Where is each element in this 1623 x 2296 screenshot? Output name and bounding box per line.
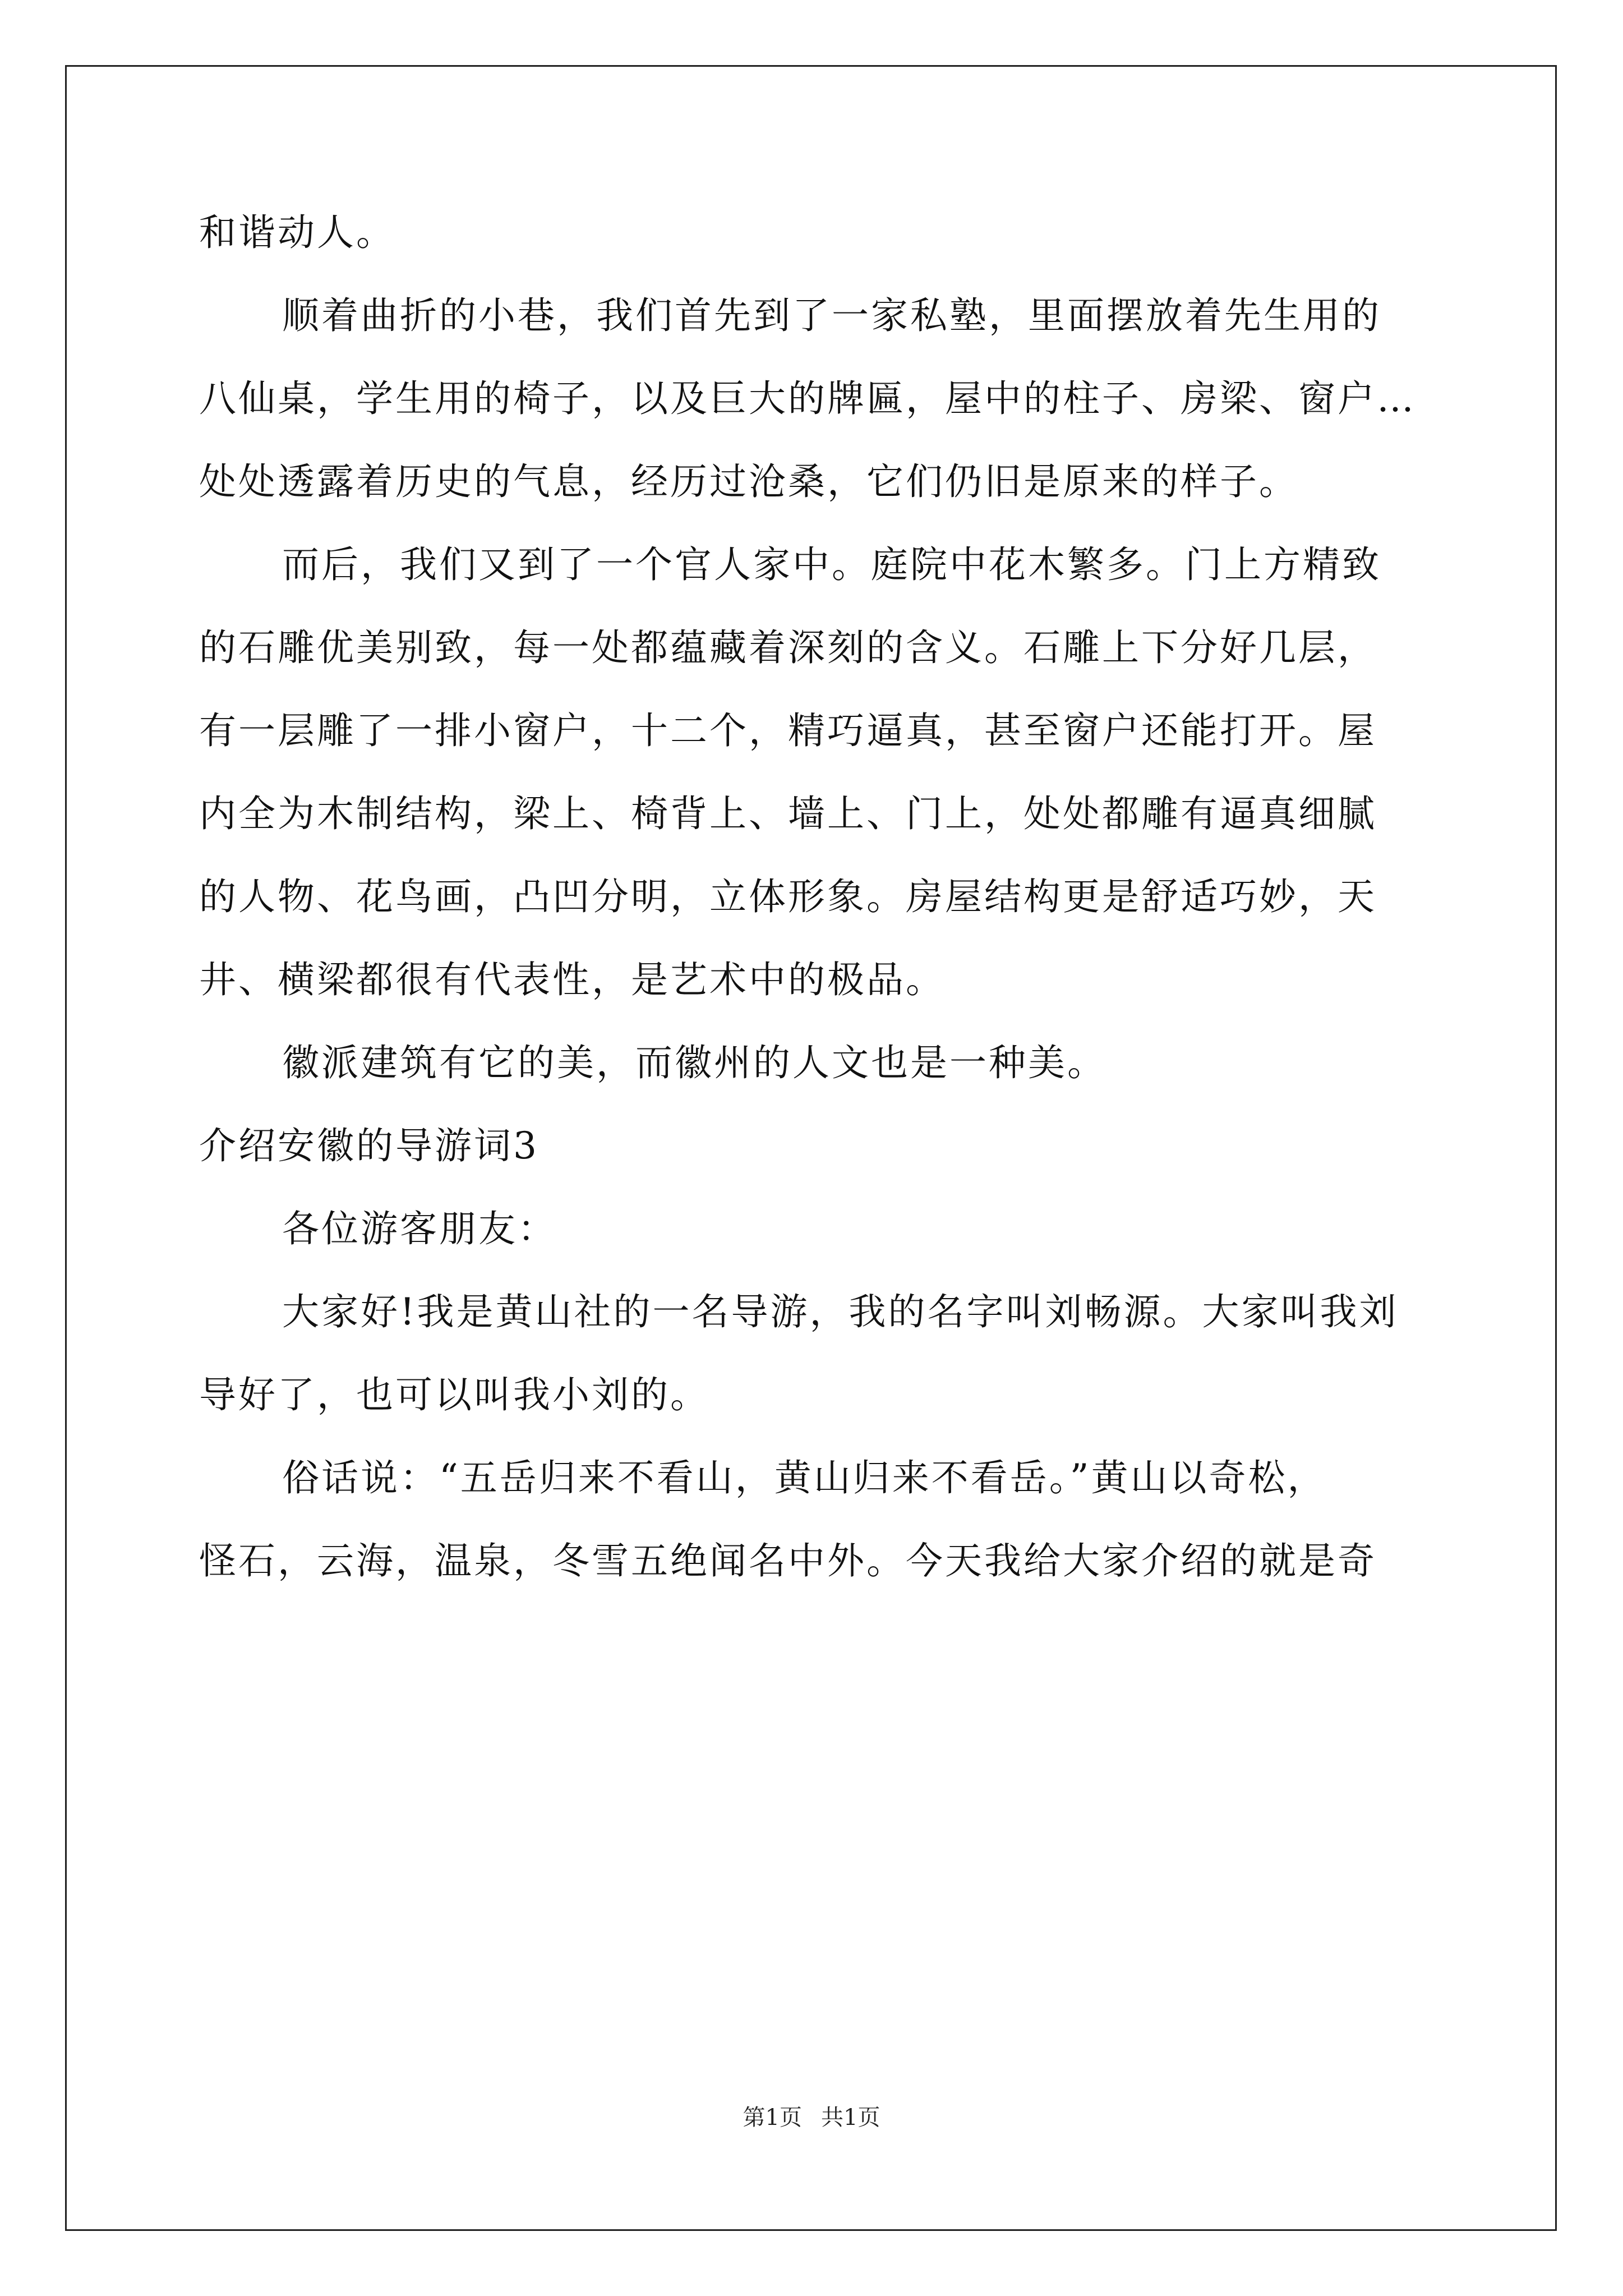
paragraph-line: 八仙桌，学生用的椅子，以及巨大的牌匾，屋中的柱子、房梁、窗户… bbox=[199, 377, 1416, 420]
paragraph-line: 怪石，云海，温泉，冬雪五绝闻名中外。今天我给大家介绍的就是奇 bbox=[199, 1539, 1377, 1582]
section-heading: 介绍安徽的导游词3 bbox=[199, 1124, 539, 1167]
page-number-total: 共1页 bbox=[821, 2105, 880, 2131]
paragraph-line: 的石雕优美别致，每一处都蕴藏着深刻的含义。石雕上下分好几层， bbox=[199, 626, 1377, 669]
paragraph-line: 大家好!我是黄山社的一名导游，我的名字叫刘畅源。大家叫我刘 bbox=[282, 1290, 1399, 1333]
paragraph-line: 处处透露着历史的气息，经历过沧桑，它们仍旧是原来的样子。 bbox=[199, 460, 1298, 503]
paragraph-line: 顺着曲折的小巷，我们首先到了一家私塾，里面摆放着先生用的 bbox=[282, 294, 1381, 337]
paragraph-line: 导好了，也可以叫我小刘的。 bbox=[199, 1373, 709, 1416]
paragraph-line: 俗话说：“五岳归来不看山，黄山归来不看岳。”黄山以奇松， bbox=[282, 1456, 1327, 1499]
paragraph-line: 井、横梁都很有代表性，是艺术中的极品。 bbox=[199, 958, 945, 1001]
paragraph-line: 内全为木制结构，梁上、椅背上、墙上、门上，处处都雕有逼真细腻 bbox=[199, 792, 1377, 835]
paragraph-line: 而后，我们又到了一个官人家中。庭院中花木繁多。门上方精致 bbox=[282, 543, 1381, 586]
paragraph-line: 和谐动人。 bbox=[199, 211, 395, 254]
paragraph-line: 徽派建筑有它的美，而徽州的人文也是一种美。 bbox=[282, 1041, 1106, 1084]
paragraph-line: 的人物、花鸟画，凸凹分明，立体形象。房屋结构更是舒适巧妙，天 bbox=[199, 875, 1377, 918]
page-number-current: 第1页 bbox=[743, 2105, 802, 2131]
page-footer bbox=[0, 2101, 1623, 2134]
paragraph-line: 各位游客朋友： bbox=[282, 1207, 557, 1250]
paragraph-line: 有一层雕了一排小窗户，十二个，精巧逼真，甚至窗户还能打开。屋 bbox=[199, 709, 1377, 752]
